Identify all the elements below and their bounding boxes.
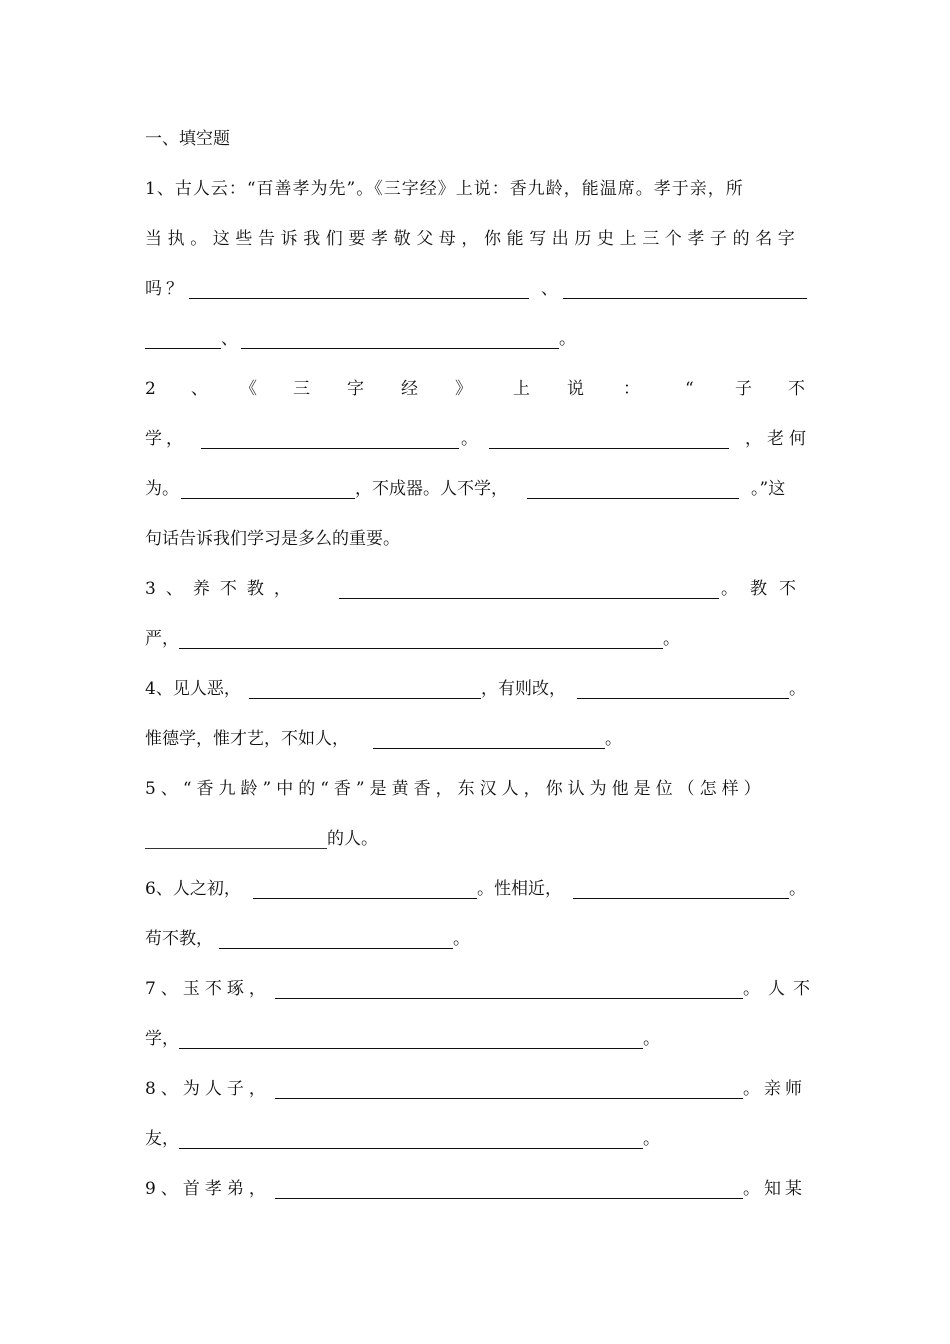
q3-blank-2[interactable] xyxy=(179,648,663,649)
q2-char: “ xyxy=(685,379,694,399)
q7-text-line1a: 7、玉不琢， xyxy=(145,979,271,999)
q7-text-line2a: 学， xyxy=(145,1029,179,1049)
q8-text-line1a: 8、为人子， xyxy=(145,1079,271,1099)
q2-char: 经 xyxy=(401,379,418,399)
q2-text-line3c: 。”这 xyxy=(751,479,786,499)
q1-blank-2-continued[interactable] xyxy=(145,348,221,349)
q5-text-line2: 的人。 xyxy=(327,829,378,849)
q6-text-line1b: 。性相近， xyxy=(477,879,562,899)
q2-blank-1[interactable] xyxy=(201,448,459,449)
q6-text-line1c: 。 xyxy=(789,879,806,899)
q9-text-line1b: 。知某 xyxy=(743,1179,806,1199)
question-3 xyxy=(145,574,807,604)
q1-blank-1[interactable] xyxy=(189,298,529,299)
q2-char: 子 xyxy=(735,379,752,399)
q6-end-mark: 。 xyxy=(453,929,470,949)
q7-blank-1[interactable] xyxy=(275,998,743,999)
q7-end-mark: 。 xyxy=(643,1029,660,1049)
q3-end-mark: 。 xyxy=(663,629,680,649)
q3-blank-1[interactable] xyxy=(339,598,719,599)
question-6 xyxy=(145,874,807,904)
q4-blank-2[interactable] xyxy=(577,698,789,699)
q2-char: 字 xyxy=(347,379,364,399)
q1-blank-2[interactable] xyxy=(563,298,807,299)
q2-char: 》 xyxy=(455,379,472,399)
q6-blank-3[interactable] xyxy=(219,948,453,949)
q9-blank-1[interactable] xyxy=(275,1198,743,1199)
q8-text-line1b: 。亲师 xyxy=(743,1079,806,1099)
question-4 xyxy=(145,674,807,704)
q2-char: 《 xyxy=(240,379,257,399)
q3-text-line2a: 严， xyxy=(145,629,179,649)
q8-end-mark: 。 xyxy=(643,1129,660,1149)
q8-text-line2a: 友， xyxy=(145,1129,179,1149)
q7-blank-2[interactable] xyxy=(179,1048,643,1049)
q1-text-line1: 1、古人云：“百善孝为先”。《三字经》上说：香九龄，能温席。孝于亲，所 xyxy=(145,179,744,199)
q6-text-line2a: 苟不教， xyxy=(145,929,213,949)
q2-blank-4[interactable] xyxy=(527,498,739,499)
q2-text-line2a: 学， xyxy=(145,429,187,449)
q4-text-line1a: 4、见人恶， xyxy=(145,679,241,699)
q5-blank-1[interactable] xyxy=(145,848,327,849)
q4-blank-3[interactable] xyxy=(373,748,605,749)
q4-end-mark: 。 xyxy=(605,729,622,749)
q1-blank-3[interactable] xyxy=(241,348,559,349)
q7-text-line1b: 。人不 xyxy=(743,979,818,999)
question-7 xyxy=(145,974,818,1004)
q1-text-line2: 当执。这些告诉我们要孝敬父母，你能写出历史上三个孝子的名字 xyxy=(145,229,801,249)
q2-text-line4: 句话告诉我们学习是多么的重要。 xyxy=(145,529,400,549)
q6-blank-1[interactable] xyxy=(253,898,477,899)
q2-text-line3b: ，不成器。人不学， xyxy=(355,479,508,499)
q3-text-line1a: 3、养不教， xyxy=(145,579,301,599)
question-1 xyxy=(145,174,807,204)
q1-end-mark: 。 xyxy=(559,329,576,349)
q2-char: 2 xyxy=(145,379,156,399)
q4-text-line1b: ，有则改， xyxy=(481,679,566,699)
q2-text-line3a: 为。 xyxy=(145,479,179,499)
q2-char: 三 xyxy=(293,379,310,399)
q8-blank-1[interactable] xyxy=(275,1098,743,1099)
q2-text-line2c: ，老何 xyxy=(745,429,811,449)
q9-text-line1a: 9、首孝弟， xyxy=(145,1179,271,1199)
q2-char: 不 xyxy=(788,379,805,399)
q2-char: 说 xyxy=(567,379,584,399)
q4-text-line2a: 惟德学，惟才艺，不如人， xyxy=(145,729,349,749)
q8-blank-2[interactable] xyxy=(179,1148,643,1149)
q2-char: ： xyxy=(623,379,640,399)
q4-text-line1c: 。 xyxy=(789,679,806,699)
q1-separator-2: 、 xyxy=(221,329,238,349)
q2-char: 、 xyxy=(191,379,208,399)
q1-text-line3: 吗？ xyxy=(145,279,187,299)
q2-char: 上 xyxy=(513,379,530,399)
question-9 xyxy=(145,1174,807,1204)
question-2 xyxy=(145,374,807,404)
q5-text-line1: 5、“香九龄”中的“香”是黄香，东汉人，你认为他是位（怎样） xyxy=(145,779,766,799)
q6-text-line1a: 6、人之初， xyxy=(145,879,241,899)
question-5 xyxy=(145,774,807,804)
q1-separator-1: 、 xyxy=(541,279,558,299)
q2-text-line2b: 。 xyxy=(461,429,478,449)
question-8 xyxy=(145,1074,807,1104)
q3-text-line1b: 。教不 xyxy=(721,579,808,599)
q4-blank-1[interactable] xyxy=(249,698,481,699)
q2-blank-2[interactable] xyxy=(489,448,729,449)
section-heading: 一、填空题 xyxy=(145,129,230,149)
q2-blank-3[interactable] xyxy=(181,498,355,499)
q6-blank-2[interactable] xyxy=(573,898,789,899)
